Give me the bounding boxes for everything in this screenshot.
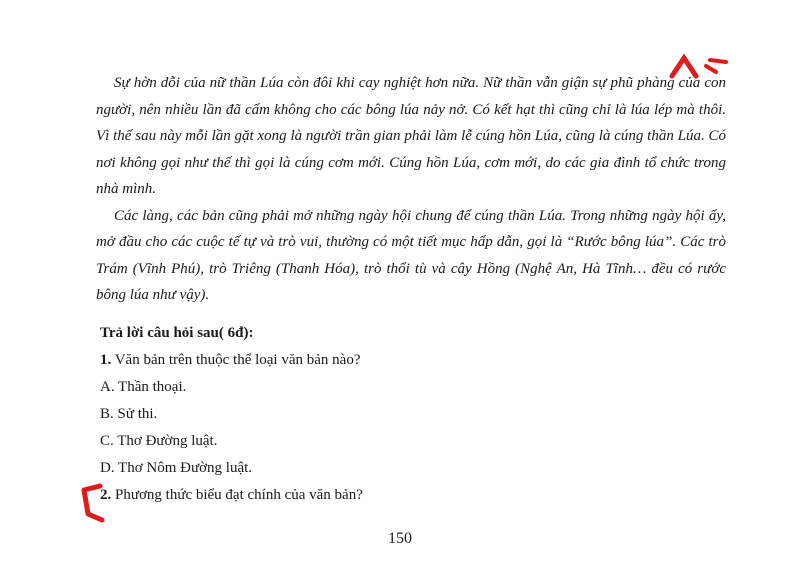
answer-option-d: D. Thơ Nôm Đường luật. [100,460,253,476]
question-text: Văn bản trên thuộc thể loại văn bản nào? [111,352,361,368]
passage-paragraph: Sự hờn dỗi của nữ thần Lúa còn đôi khi cay nghiệt hơn nữa. Nữ thần vẫn giận sự phũ phàng của con người, nên nhiều lần đã cấm không cho các bông lúa nảy nở. Có kết hạt thì cũng chỉ là lúa lép mà thôi. Vì thế sau này mỗi lần gặt xong là người trần gian phải làm lễ cúng hồn Lúa, cũng là cúng thần Lúa. Có nơi không gọi như thế thì gọi là cúng cơm mới. Cúng hồn Lúa, cơm mới, do các gia đình tổ chức trong nhà mình. [96,75,726,197]
question-number: 1. [100,352,112,368]
question-number: 2. [100,487,112,503]
bracket-mark-icon [74,480,114,526]
question-section [100,320,720,509]
corner-crop-mark-icon [666,52,736,82]
question-2 [100,482,720,509]
section-heading: Trả lời câu hỏi sau( 6đ): [100,325,254,341]
question-text: Phương thức biểu đạt chính của văn bản? [111,487,363,503]
answer-option-b: B. Sử thi. [100,406,158,422]
question-1 [100,347,720,374]
answer-option-c: C. Thơ Đường luật. [100,433,218,449]
passage-paragraph: Các làng, các bản cũng phải mở những ngày hội chung để cúng thần Lúa. Trong những ngày hội ấy, mở đầu cho các cuộc tế tự và trò vui, thường có một tiết mục hấp dẫn, gọi là “Rước bông lúa”. Các trò Trám (Vĩnh Phú), trò Triêng (Thanh Hóa), trò thổi tù và cây Hồng (Nghệ An, Hà Tĩnh… đều có rước bông lúa như vậy). [96,207,726,303]
reading-passage [96,70,726,309]
page-number: 150 [388,530,412,547]
answer-option-a: A. Thần thoại. [100,379,187,395]
